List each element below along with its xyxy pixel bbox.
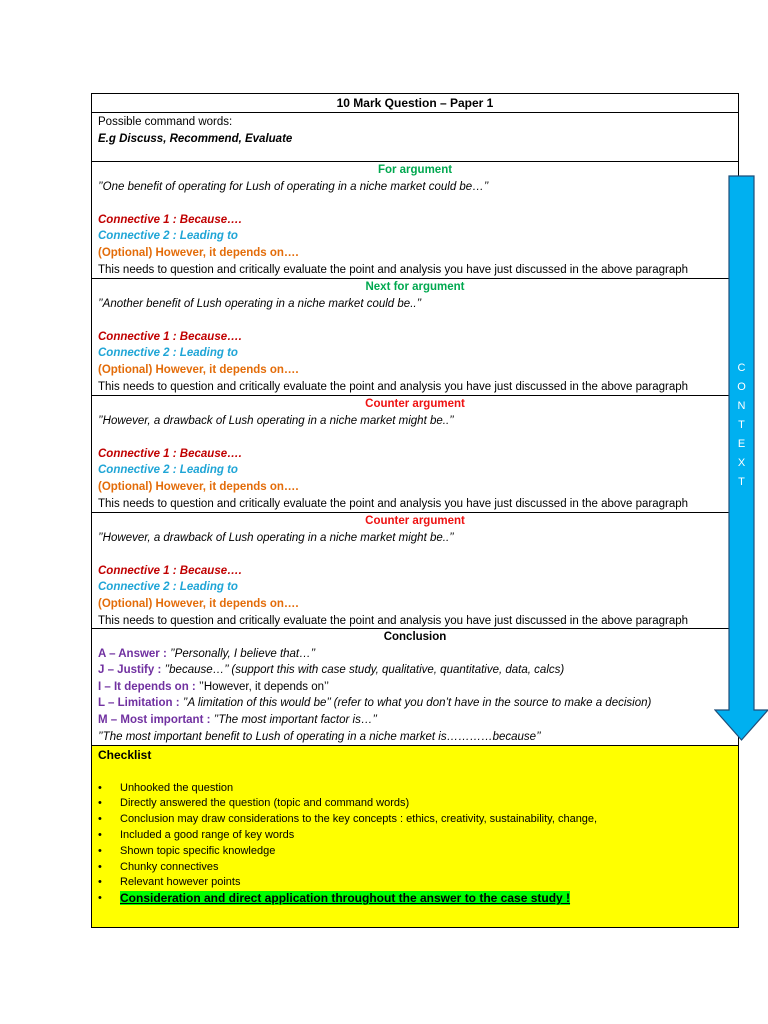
section-heading: Next for argument: [365, 281, 465, 293]
checklist-item: [98, 875, 732, 891]
bullet-icon: •: [98, 876, 102, 889]
checklist-item: [98, 796, 732, 812]
section-quote: ’’However, a drawback of Lush operating in a niche market might be..’’: [98, 414, 454, 427]
conclusion-final: ’’The most important benefit to Lush of operating in a niche market is…………because’’: [98, 730, 541, 743]
checklist-item-text: Relevant however points: [120, 876, 241, 889]
conclusion-text: ’’A limitation of this would be’’: [182, 697, 331, 710]
command-words-label: Possible command words:: [98, 116, 233, 128]
evaluate-note: This needs to question and critically evaluate the point and analysis you have just discussed in the above paragraph: [98, 497, 689, 510]
bullet-icon: •: [98, 892, 102, 905]
context-letter: C: [737, 362, 746, 374]
checklist-item-text: Unhooked the question: [120, 781, 234, 794]
conclusion-line: [98, 679, 732, 696]
checklist-item: [98, 812, 732, 828]
section-for-argument: [92, 162, 738, 279]
connective-2: Connective 2 : Leading to: [98, 581, 238, 594]
conclusion-heading: Conclusion: [383, 631, 447, 643]
checklist-item: [98, 844, 732, 860]
section-counter-argument-2: [92, 513, 738, 629]
bullet-icon: •: [98, 844, 102, 857]
section-quote: ’’One benefit of operating for Lush of operating in a niche market could be…’’: [98, 180, 489, 193]
connective-1: Connective 1 : Because….: [98, 330, 242, 343]
context-letter: O: [737, 381, 746, 393]
conclusion-text: ’’Personally, I believe that…’’: [170, 647, 316, 660]
spacer: [98, 429, 732, 446]
checklist-item: [98, 860, 732, 876]
conclusion-section: [92, 629, 738, 746]
conclusion-line: [98, 712, 732, 729]
checklist-item: [98, 781, 732, 797]
section-heading: Counter argument: [365, 398, 465, 410]
conclusion-line: [98, 646, 732, 663]
command-words-row: [92, 113, 738, 162]
context-letter: T: [738, 419, 745, 431]
context-letter: X: [737, 457, 746, 469]
context-letter: E: [737, 438, 746, 450]
section-next-for-argument: [92, 279, 738, 396]
checklist-item-text: Conclusion may draw considerations to the key concepts : ethics, creativity, sustainability, change,: [120, 813, 598, 826]
conclusion-extra: (refer to what you don’t have in the source to make a decision): [330, 697, 652, 710]
optional-however: (Optional) However, it depends on….: [98, 597, 299, 610]
checklist-list: [98, 781, 732, 908]
conclusion-text: ’’because…’’: [164, 664, 229, 677]
conclusion-extra: (support this with case study, qualitative, quantitative, data, calcs): [228, 664, 565, 677]
section-quote: ’’However, a drawback of Lush operating in a niche market might be..’’: [98, 531, 454, 544]
section-quote: ’’Another benefit of Lush operating in a niche market could be..’’: [98, 297, 422, 310]
conclusion-key: A – Answer :: [98, 647, 170, 660]
evaluate-note: This needs to question and critically evaluate the point and analysis you have just discussed in the above paragraph: [98, 380, 689, 393]
bullet-icon: •: [98, 860, 102, 873]
conclusion-line: [98, 695, 732, 712]
checklist-highlight-text: Consideration and direct application throughout the answer to the case study !: [120, 891, 571, 906]
checklist-item-text: Included a good range of key words: [120, 828, 295, 841]
checklist-item-text: Directly answered the question (topic and command words): [120, 797, 410, 810]
bullet-icon: •: [98, 797, 102, 810]
connective-1: Connective 1 : Because….: [98, 213, 242, 226]
spacer: [98, 312, 732, 329]
spacer: [98, 546, 732, 563]
connective-2: Connective 2 : Leading to: [98, 347, 238, 360]
conclusion-key: J – Justify :: [98, 664, 165, 677]
conclusion-key: L – Limitation :: [98, 697, 183, 710]
checklist-item-text: Chunky connectives: [120, 860, 219, 873]
spacer: [98, 195, 732, 212]
context-letter: N: [737, 400, 746, 412]
connective-2: Connective 2 : Leading to: [98, 230, 238, 243]
bullet-icon: •: [98, 828, 102, 841]
checklist-section: [92, 746, 738, 927]
command-words-examples: E.g Discuss, Recommend, Evaluate: [98, 132, 293, 145]
context-letter: T: [738, 476, 745, 488]
conclusion-line: [98, 662, 732, 679]
checklist-heading: Checklist: [98, 748, 152, 762]
checklist-item: [98, 828, 732, 844]
conclusion-key: I – It depends on :: [98, 680, 199, 693]
conclusion-text: ’’The most important factor is…’’: [213, 713, 378, 726]
evaluate-note: This needs to question and critically evaluate the point and analysis you have just discussed in the above paragraph: [98, 614, 689, 627]
checklist-item-text: Shown topic specific knowledge: [120, 844, 276, 857]
page-title: 10 Mark Question – Paper 1: [92, 94, 738, 113]
spacer: [98, 764, 732, 781]
optional-however: (Optional) However, it depends on….: [98, 480, 299, 493]
connective-1: Connective 1 : Because….: [98, 447, 242, 460]
section-heading: For argument: [377, 164, 453, 176]
optional-however: (Optional) However, it depends on….: [98, 363, 299, 376]
conclusion-key: M – Most important :: [98, 713, 214, 726]
checklist-item-highlight: [98, 891, 732, 908]
connective-1: Connective 1 : Because….: [98, 564, 242, 577]
section-heading: Counter argument: [365, 515, 465, 527]
evaluate-note: This needs to question and critically evaluate the point and analysis you have just discussed in the above paragraph: [98, 263, 689, 276]
bullet-icon: •: [98, 813, 102, 826]
bullet-icon: •: [98, 781, 102, 794]
section-counter-argument-1: [92, 396, 738, 513]
connective-2: Connective 2 : Leading to: [98, 464, 238, 477]
writing-frame-table: [91, 93, 739, 928]
context-label: [729, 359, 754, 492]
optional-however: (Optional) However, it depends on….: [98, 246, 299, 259]
conclusion-text: ’’However, it depends on’’: [198, 680, 329, 693]
